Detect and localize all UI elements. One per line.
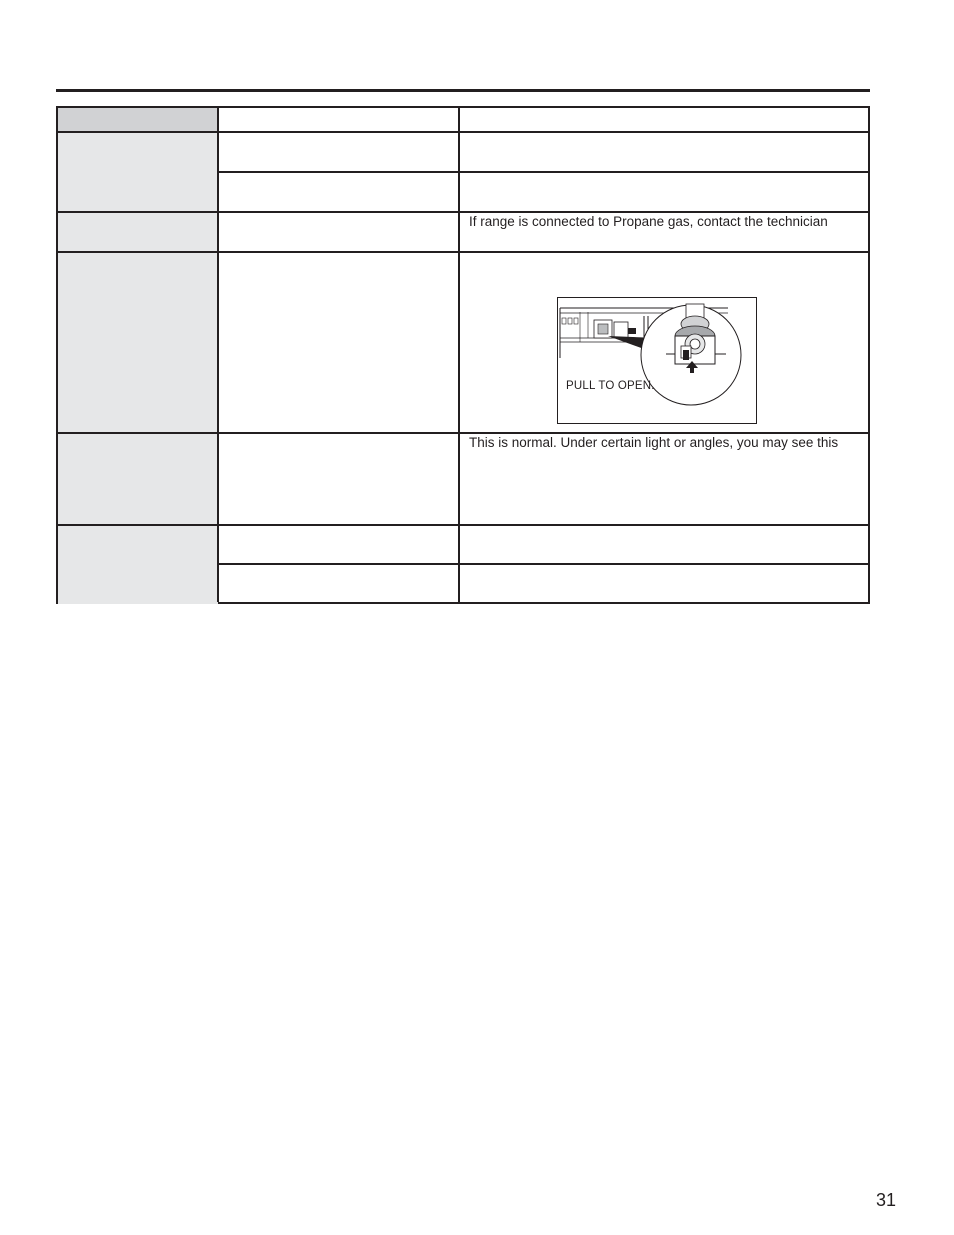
- problem-cell-2: [58, 213, 218, 251]
- solution-text-row-3: If range is connected to Propane gas, contact the technician: [469, 214, 828, 229]
- row-divider: [58, 131, 868, 133]
- gas-valve-figure: [557, 297, 757, 424]
- column-divider-1: [217, 108, 219, 602]
- top-rule: [56, 89, 870, 92]
- sub-row-divider: [217, 171, 868, 173]
- column-divider-2: [458, 108, 460, 602]
- gas-valve-illustration-icon: [558, 298, 756, 423]
- row-divider: [58, 211, 868, 213]
- row-divider: [58, 432, 868, 434]
- page-number: 31: [876, 1190, 897, 1210]
- problem-cell-4: [58, 434, 218, 524]
- header-cell-problem: [58, 108, 218, 131]
- figure-caption: PULL TO OPEN.: [566, 380, 655, 392]
- row-divider: [58, 524, 868, 526]
- problem-cell-3: [58, 253, 218, 432]
- solution-text-row-5: This is normal. Under certain light or angles, you may see this: [469, 435, 839, 450]
- problem-cell-5: [58, 526, 218, 604]
- sub-row-divider: [217, 563, 868, 565]
- problem-cell-1: [58, 133, 218, 211]
- row-divider: [58, 251, 868, 253]
